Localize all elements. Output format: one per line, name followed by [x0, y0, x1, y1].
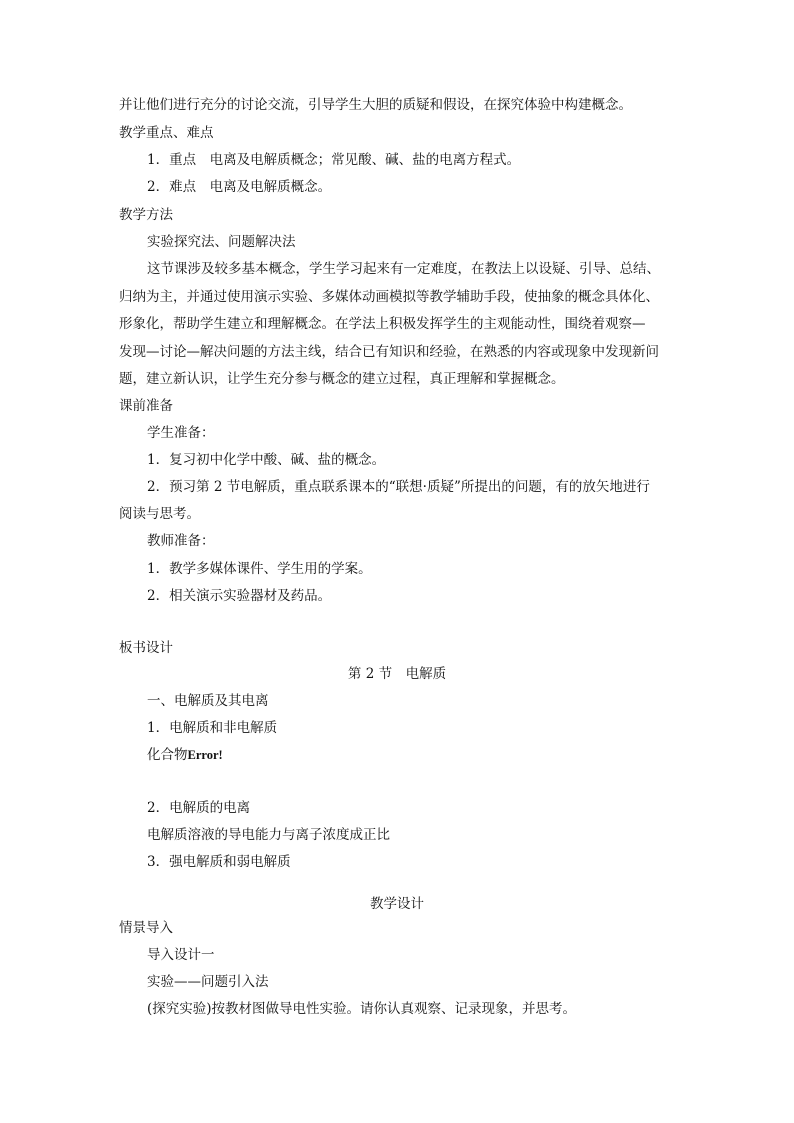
student-prep-item: 阅读与思考。: [119, 506, 200, 522]
board-title: 第 2 节 电解质: [347, 666, 447, 682]
scene-heading: 情景导入: [119, 920, 173, 936]
teacher-prep-label: 教师准备：: [147, 533, 215, 549]
experiment-text: (探究实验)按教材图做导电性实验。请你认真观察、记录现象，并思考。: [147, 1001, 577, 1017]
student-prep-item: 1．复习初中化学中酸、碱、盐的概念。: [147, 452, 386, 468]
student-prep-label: 学生准备：: [147, 425, 215, 441]
board-subheading: 3．强电解质和弱电解质: [147, 854, 291, 870]
methods-paragraph-line: 归纳为主，并通过使用演示实验、多媒体动画模拟等教学辅助手段，使抽象的概念具体化、: [119, 289, 659, 305]
method-label: 实验——问题引入法: [147, 974, 269, 990]
key-points-heading: 教学重点、难点: [119, 125, 214, 141]
board-subheading: 1．电解质和非电解质: [147, 720, 278, 736]
methods-paragraph-line: 这节课涉及较多基本概念，学生学习起来有一定难度，在教法上以设疑、引导、总结、: [147, 261, 660, 277]
compound-label: 化合物: [147, 747, 188, 763]
teacher-prep-item: 2．相关演示实验器材及药品。: [147, 588, 332, 604]
design-title: 教学设计: [370, 896, 424, 912]
design-label: 导入设计一: [147, 947, 215, 963]
teacher-prep-item: 1．教学多媒体课件、学生用的学案。: [147, 561, 372, 577]
intro-tail-text: 并让他们进行充分的讨论交流，引导学生大胆的质疑和假设，在探究体验中构建概念。: [119, 97, 632, 113]
methods-paragraph-line: 发现—讨论—解决问题的方法主线，结合已有知识和经验，在熟悉的内容或现象中发现新问: [119, 344, 659, 360]
board-heading: 板书设计: [119, 640, 173, 656]
methods-subheading: 实验探究法、问题解决法: [147, 234, 296, 250]
board-subheading: 2．电解质的电离: [147, 800, 251, 816]
methods-paragraph-line: 形象化，帮助学生建立和理解概念。在学法上积极发挥学生的主观能动性，围绕着观察—: [119, 316, 646, 332]
field-error-text: Error!: [187, 748, 223, 762]
preparation-heading: 课前准备: [119, 398, 173, 414]
methods-heading: 教学方法: [119, 207, 173, 223]
key-point-item: 2．难点 电离及电解质概念。: [147, 179, 332, 195]
key-point-item: 1．重点 电离及电解质概念；常见酸、碱、盐的电离方程式。: [147, 152, 521, 168]
board-subtext: 电解质溶液的导电能力与离子浓度成正比: [147, 827, 390, 843]
student-prep-item: 2．预习第 2 节电解质，重点联系课本的“联想·质疑”所提出的问题，有的放矢地进行: [147, 479, 650, 495]
board-section-heading: 一、电解质及其电离: [147, 693, 269, 709]
methods-paragraph-line: 题，建立新认识，让学生充分参与概念的建立过程，真正理解和掌握概念。: [119, 371, 565, 387]
compound-line: [147, 746, 223, 764]
